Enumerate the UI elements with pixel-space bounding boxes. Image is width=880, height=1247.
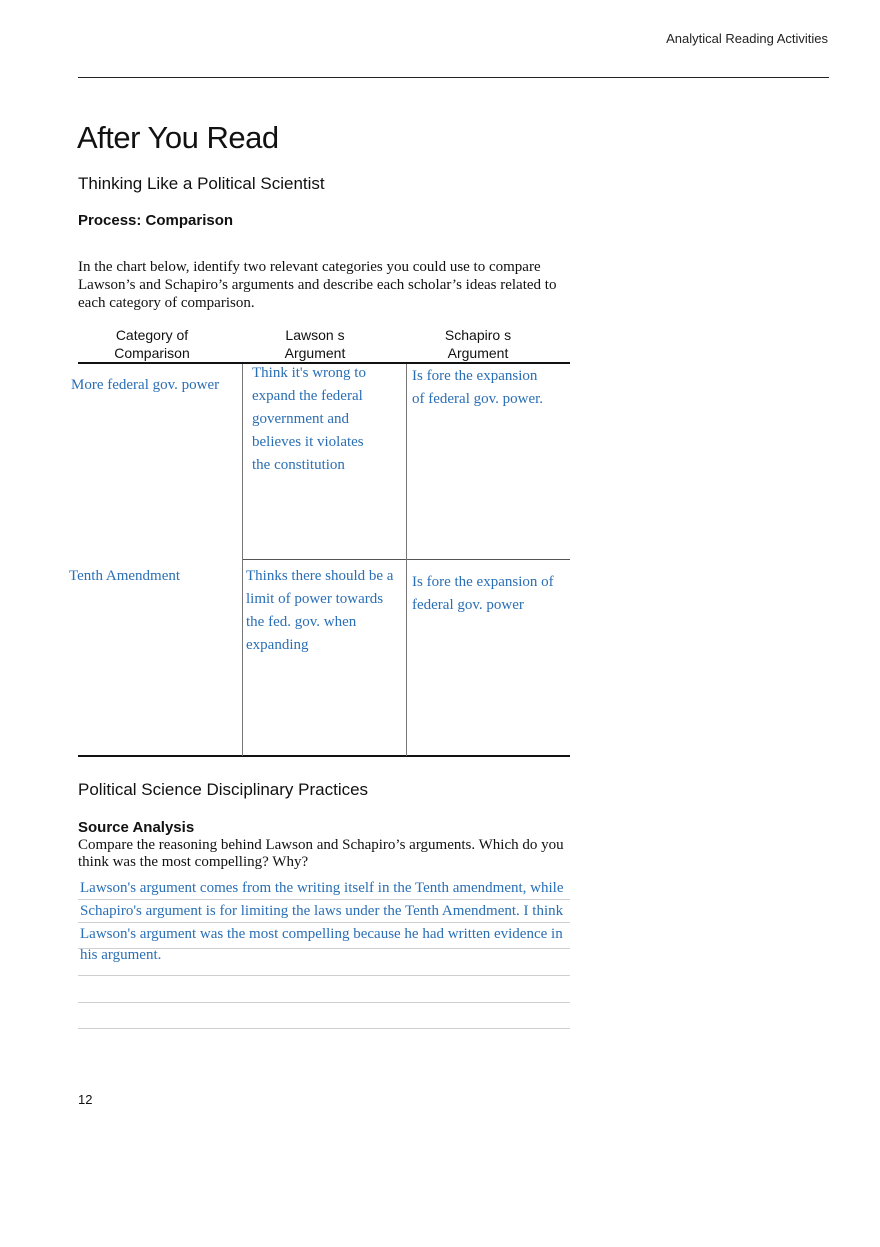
handwritten-line: believes it violates (252, 434, 364, 450)
header-category (92, 326, 212, 362)
source-analysis-prompt: Compare the reasoning behind Lawson and Schapiro’s arguments. Which do you think was the most compelling? Why? (78, 837, 564, 870)
header-schapiro (418, 326, 538, 362)
answer-rule (78, 1002, 570, 1003)
handwritten-line: the constitution (252, 457, 345, 473)
handwritten-line: the fed. gov. when (246, 614, 357, 630)
answer-line[interactable]: Lawson's argument comes from the writing itself in the Tenth amendment, while (80, 880, 564, 896)
answer-rule (78, 1028, 570, 1029)
answer-rule (78, 975, 570, 976)
table-cell-schapiro[interactable] (412, 571, 554, 617)
handwritten-line: Think it's wrong to (252, 365, 366, 381)
header-rule (78, 77, 829, 78)
answer-line[interactable]: Lawson's argument was the most compelling because he had written evidence in (80, 926, 563, 942)
header-lawson (255, 326, 375, 362)
table-cell-lawson[interactable] (246, 565, 393, 657)
running-head: Analytical Reading Activities (666, 31, 828, 46)
handwritten-line: Is fore the expansion of (412, 574, 554, 590)
table-bottom-rule (78, 755, 570, 757)
header-lawson-line1: Lawson s (285, 327, 345, 343)
page-title: After You Read (77, 120, 279, 155)
table-cell-category[interactable]: More federal gov. power (71, 377, 220, 393)
answer-line[interactable]: his argument. (80, 947, 162, 963)
process-label: Process: Comparison (78, 212, 234, 229)
handwritten-line: expand the federal (252, 388, 363, 404)
handwritten-line: federal gov. power (412, 597, 524, 613)
handwritten-line: of federal gov. power. (412, 391, 544, 407)
table-cell-lawson[interactable] (252, 362, 366, 477)
source-analysis-label: Source Analysis (78, 819, 195, 836)
handwritten-line: government and (252, 411, 350, 427)
header-schapiro-line2: Argument (447, 345, 509, 361)
table-cell-category[interactable]: Tenth Amendment (69, 568, 181, 584)
handwritten-line: expanding (246, 637, 309, 653)
table-col-divider-1 (242, 364, 243, 756)
handwritten-line: Is fore the expansion (412, 368, 538, 384)
handwritten-line: Thinks there should be a (246, 568, 394, 584)
instructions: In the chart below, identify two relevant categories you could use to compare Lawson’s and Schapiro’s arguments and describe each scholar’s ideas related to each category of comparison. (78, 259, 557, 311)
header-category-line1: Category of (115, 327, 189, 343)
header-lawson-line2: Argument (284, 345, 346, 361)
answer-line[interactable]: Schapiro's argument is for limiting the laws under the Tenth Amendment. I think (80, 903, 564, 919)
table-cell-schapiro[interactable] (412, 365, 543, 411)
header-category-line2: Comparison (114, 345, 190, 361)
header-schapiro-line1: Schapiro s (444, 327, 512, 343)
section-subtitle: Thinking Like a Political Scientist (78, 174, 325, 193)
table-col-divider-2 (406, 364, 407, 756)
section-heading: Political Science Disciplinary Practices (78, 780, 369, 799)
handwritten-line: limit of power towards (246, 591, 384, 607)
page-number: 12 (78, 1092, 93, 1107)
